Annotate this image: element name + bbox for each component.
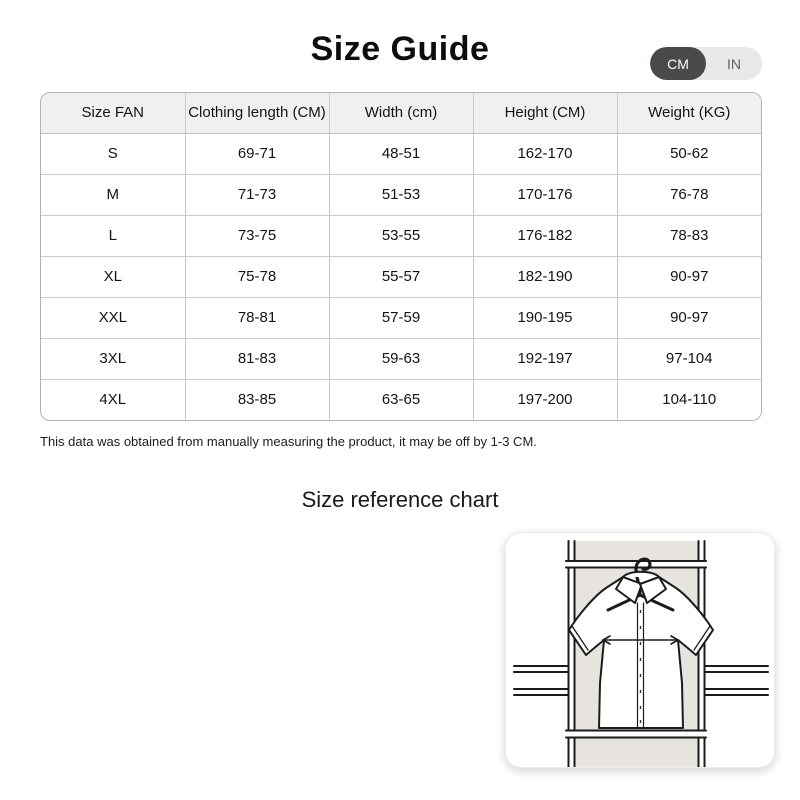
size-label-cell: 3XL [41, 338, 185, 379]
table-row [41, 379, 761, 420]
column-header: Height (CM) [473, 93, 617, 133]
measurement-cell: 182-190 [473, 256, 617, 297]
measurement-cell: 59-63 [329, 338, 473, 379]
measurement-cell: 90-97 [617, 256, 761, 297]
measurement-cell: 57-59 [329, 297, 473, 338]
header-row [41, 93, 761, 133]
column-header: Weight (KG) [617, 93, 761, 133]
shirt-wardrobe-illustration [506, 533, 775, 768]
measurement-cell: 69-71 [185, 133, 329, 174]
measurement-cell: 71-73 [185, 174, 329, 215]
measurement-cell: 63-65 [329, 379, 473, 420]
measurement-cell: 170-176 [473, 174, 617, 215]
measurement-cell: 192-197 [473, 338, 617, 379]
size-label-cell: S [107, 145, 118, 162]
unit-option-cm[interactable]: CM [650, 47, 706, 80]
measurement-cell: 162-170 [473, 133, 617, 174]
measurement-cell: 176-182 [473, 215, 617, 256]
measurement-cell: 97-104 [617, 338, 761, 379]
page-title: Size Guide [310, 30, 490, 68]
size-label-cell: XL [41, 256, 185, 297]
measurement-cell: 51-53 [329, 174, 473, 215]
measurement-cell: 73-75 [185, 215, 329, 256]
table-row [41, 338, 761, 379]
measurement-cell: 197-200 [473, 379, 617, 420]
reference-heading: Size reference chart [301, 487, 499, 512]
measurement-cell: 90-97 [617, 297, 761, 338]
size-label-cell: 4XL [41, 379, 185, 420]
measurement-cell: 50-62 [617, 133, 761, 174]
size-table-container [40, 92, 762, 421]
measurement-cell: 53-55 [329, 215, 473, 256]
measurement-cell: 76-78 [617, 174, 761, 215]
measurement-cell: 81-83 [185, 338, 329, 379]
measurement-cell: 55-57 [329, 256, 473, 297]
column-header: Size FAN [41, 93, 185, 133]
table-row [41, 256, 761, 297]
table-row [41, 133, 761, 174]
table-row [41, 215, 761, 256]
measurement-cell: 83-85 [185, 379, 329, 420]
table-row [41, 174, 761, 215]
measurement-cell: 78-83 [617, 215, 761, 256]
measurement-note: This data was obtained from manually measuring the product, it may be off by 1-3 CM. [40, 434, 537, 449]
size-reference-card [505, 532, 775, 768]
table-row [41, 297, 761, 338]
size-table [41, 93, 761, 420]
column-header: Clothing length (CM) [185, 93, 329, 133]
measurement-cell: 48-51 [329, 133, 473, 174]
page-header [0, 0, 800, 72]
measurement-cell: 104-110 [617, 379, 761, 420]
size-label-cell: M [41, 174, 185, 215]
measurement-cell: 75-78 [185, 256, 329, 297]
column-header: Width (cm) [329, 93, 473, 133]
unit-toggle[interactable] [650, 47, 762, 80]
measurement-cell: 78-81 [185, 297, 329, 338]
size-label-cell: XXL [41, 297, 185, 338]
unit-option-in[interactable]: IN [706, 47, 762, 80]
size-label-cell: L [41, 215, 185, 256]
measurement-cell: 190-195 [473, 297, 617, 338]
